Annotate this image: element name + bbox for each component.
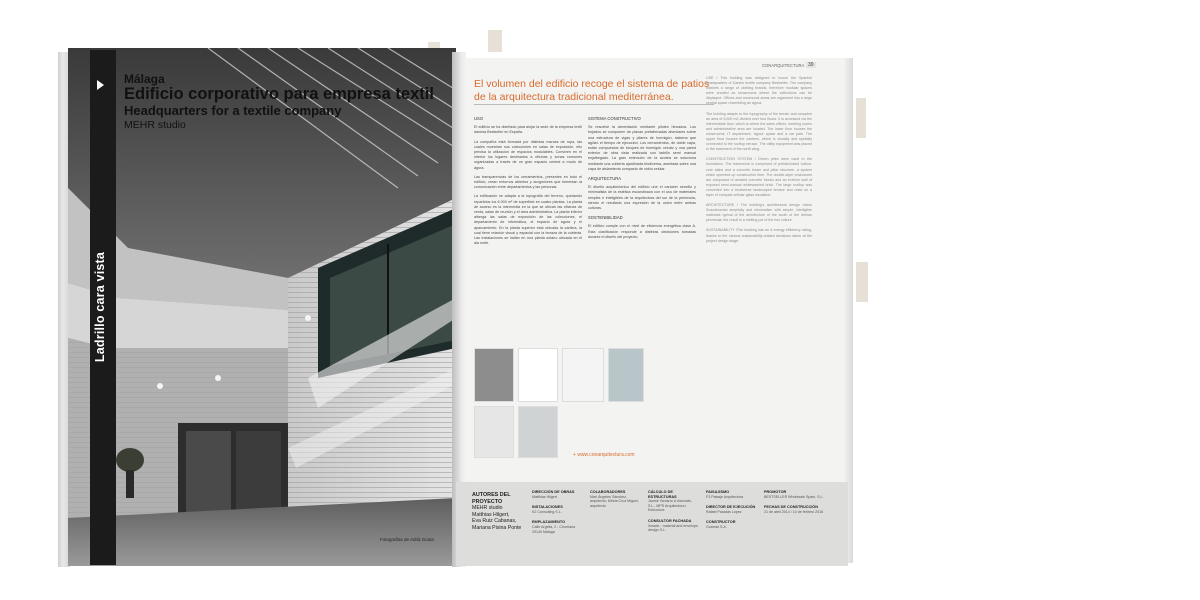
credit-line: MEHR studio bbox=[472, 505, 503, 512]
thumbnail-photo bbox=[474, 348, 514, 402]
credit-line: Eva Ruiz Cabanas, bbox=[472, 518, 517, 525]
paragraph: La edificación se adapta a la topografía del terreno, quedando repartidos los 6.000 m² de superficie en cuatro plantas. La planta de acceso es la intermedia en la que se ubican las oficinas de venta, salas de reunión y el área administrativa. La planta inferior alberga las salas de exposición de las colecciones, el departamento de informática, el espacio de ágora y el aparcamiento. En la planta superior está ubicada la cantina, la cual tiene relación visual y espacial con la terraza de la cubierta. Las instalaciones se hallan en una planta sótano ubicada en el ala norte. bbox=[474, 194, 582, 246]
credit-label: CONSTRUCTOR bbox=[706, 520, 736, 525]
paragraph: La compañía está formada por distintas marcas de ropa, las cuales muestran sus colecciones en salas de exposición, ello precisa la utilización de espacios modulables. Conviven en el interior los lugares destinados a oficinas y zonas comunes organizadas a través de un gran espacio central a modo de ágora. bbox=[474, 139, 582, 170]
city-label: Málaga bbox=[124, 72, 165, 86]
title-spanish: Edificio corporativo para empresa textil bbox=[124, 85, 434, 103]
credit-label: DIRECTOR DE EJECUCIÓN bbox=[706, 505, 756, 510]
paragraph: Se resuelve la cimentación mediante pilotes hincados. Los forjados se componen de placas prefabricadas alveolares sobre una estructura de vigas y pilares de hormigón, sistema que agilizó el tiempo de ejecución. Los cerramientos, de doble capa, están compuestos de bloques de hormigón celular y una pared exterior de obra vista realizada con ladrillo semi manual enjalbegado. La gran extensión de la azotea se soluciona mediante una cubierta ajardinada biodiversa, asentada sobre una capa de aislamiento compacto de vidrio celular. bbox=[588, 125, 696, 171]
paragraph: El edificio se ha diseñado para alojar la sede de la empresa textil danesa Bestseller en España. bbox=[474, 125, 582, 135]
section-heading: USO bbox=[474, 116, 484, 121]
credit-label: AUTORES DEL PROYECTO bbox=[472, 492, 511, 505]
credits-col-5 bbox=[706, 490, 760, 530]
paragraph: ARCHITECTURE / The building's architectural design mixes Scandinavian simplicity and minimalism with simple, intelligible materials typical of the architecture of the south of the Iberian peninsula; the result is a melting pot of the two culture. bbox=[706, 203, 812, 223]
credit-value: Guamar S.A. bbox=[706, 524, 727, 529]
credit-label: DIRECCIÓN DE OBRAS bbox=[532, 490, 575, 494]
credits-col-6 bbox=[764, 490, 824, 514]
thumbnail-gallery bbox=[474, 348, 660, 460]
credits-authors bbox=[472, 492, 538, 532]
headline: El volumen del edificio recoge el sistema de patios de la arquitectura tradicional mediterránea. bbox=[474, 78, 710, 103]
credits-col-4 bbox=[648, 490, 700, 533]
paragraph: El edificio cumple con el nivel de eficiencia energética clase A. Esta clasificación responde a distintas decisiones tomadas durante el diseño del proyecto. bbox=[588, 224, 696, 239]
credit-value: 21 de abril 2014 / 10 de febrero 2016 bbox=[764, 509, 824, 514]
credit-label: INSTALACIONES bbox=[532, 505, 563, 510]
website-link[interactable] bbox=[573, 452, 635, 458]
text-column-english bbox=[706, 76, 812, 249]
paragraph: Las transparencias de los cerramientos, presentes en todo el edificio, crean entornos abiertos y acogedores que fomentan la comunicación entre departamentos y las personas. bbox=[474, 174, 582, 190]
magazine-header: CONARQUITECTURA bbox=[762, 63, 805, 68]
paragraph: CONSTRUCTION SYSTEM / Driven piles were used in the foundation. The framework is comprised of prefabricated hollow-core slabs and a concrete beam and pillar structure, a system which speeded up construction time. The double-layer enclosures are composed of aerated concrete blocks and an exterior wall of exposed semi-manual whitewashed brick. The large rooftop was converted into a biodiverse landscaped terrace and rests on a layer of compact cellular glass insulation. bbox=[706, 157, 812, 197]
credit-value: Mari Ángeles Sánchez, arquitecto; Mireia Cruz Miguel, arquitecto bbox=[590, 494, 639, 508]
credits-footer bbox=[456, 482, 848, 566]
paragraph: El diseño arquitectónico del edificio une el carácter sencillo y minimalista de la estética escandinava con el uso de materiales simples e inteligibles de la arquitectura del sur de la península, siendo el resultado una expresión de la unión entre ambas culturas. bbox=[588, 185, 696, 211]
text-column-1 bbox=[474, 116, 582, 250]
section-heading: SISTEMA CONSTRUCTIVO bbox=[588, 116, 641, 121]
section-sidebar bbox=[90, 50, 116, 565]
divider bbox=[474, 104, 714, 105]
bookmark-tab bbox=[856, 262, 868, 302]
photo-credit: Fotografías de Adrià Goula bbox=[380, 537, 434, 542]
paragraph: USE / This building was designed to house the Spanish headquarters of Danish textile company Bestseller. The company markets a range of clothing brands, therefore modular spaces were created as showrooms where the collections can be displayed. Offices and communal areas are organised into a large central space resembling an agora. bbox=[706, 76, 812, 106]
credit-label: CONSULTOR FACHADA bbox=[648, 518, 692, 523]
paragraph: The building adapts to the topography of the terrain and occupies an area of 6,000 m2 divided over four floors. It is accessed via the intermediate floor, which is where the sales offices, meeting rooms and administrative area are located. The lower floor houses the showrooms, IT department, 'agora' space and a car park. The upper floor houses the canteen, which is visually and spatially connected to the rooftop terrace. The utility equipment was placed in the basement of the north wing. bbox=[706, 111, 812, 152]
plus-icon: + bbox=[573, 452, 578, 458]
studio-name: MEHR studio bbox=[124, 119, 186, 131]
section-label: Ladrillo cara vista bbox=[93, 251, 107, 363]
credit-value: F3 Paisaje Arquitectura bbox=[706, 494, 744, 499]
credit-value: Xmade - material and envelope design S.L. bbox=[648, 523, 698, 533]
credit-label: PROMOTOR bbox=[764, 490, 787, 494]
bookmark-tab bbox=[488, 30, 502, 52]
credit-label: FECHAS DE CONSTRUCCIÓN bbox=[764, 505, 819, 510]
credit-value: Matthias Hilgert bbox=[532, 494, 557, 499]
thumbnail-section bbox=[518, 406, 558, 458]
credit-value: Jaume Vizcarro & Asociats, S.L., MPS Arquitectura i Estructura bbox=[648, 499, 692, 513]
paragraph: SUSTAINABILITY /The building has an A energy efficiency rating, thanks to the various sustainability-related decisions taken at the project design stage. bbox=[706, 228, 812, 243]
credits-col-3 bbox=[590, 490, 642, 508]
credit-line: Matthias Hilgert, bbox=[472, 511, 510, 518]
credit-line: Mariana Pisina Ponte bbox=[472, 524, 522, 531]
text-column-2 bbox=[588, 116, 696, 244]
section-heading: SOSTENIBILIDAD bbox=[588, 215, 623, 221]
credit-value: Rafael Paradas López bbox=[706, 509, 742, 514]
website-link-text: www.conarquitectura.com bbox=[577, 452, 635, 458]
section-heading: ARQUITECTURA bbox=[588, 176, 622, 182]
title-english: Headquarters for a textile company bbox=[124, 103, 342, 118]
thumbnail-photo bbox=[608, 348, 644, 402]
thumbnail-plan bbox=[518, 348, 558, 402]
credit-value: Calle Argelia, 2 - Churriana 29140 Málaga bbox=[532, 524, 576, 534]
credit-label: EMPLAZAMIENTO bbox=[532, 520, 566, 525]
credit-value: BESTSELLER Wholesale Spain, S.L. bbox=[764, 494, 824, 499]
bookmark-tab bbox=[856, 98, 866, 138]
credit-value: K2 Consulting S.L. bbox=[532, 509, 562, 514]
credit-label: CÁLCULO DE ESTRUCTURAS bbox=[648, 490, 677, 499]
credit-label: COLABORADORES bbox=[590, 490, 626, 494]
page-number: 39 bbox=[808, 62, 814, 68]
credits-col-2 bbox=[532, 490, 586, 534]
article-title-block bbox=[124, 72, 444, 131]
credit-label: PAISAJISMO bbox=[706, 490, 730, 494]
thumbnail-elevation bbox=[474, 406, 514, 458]
thumbnail-plan bbox=[562, 348, 604, 402]
